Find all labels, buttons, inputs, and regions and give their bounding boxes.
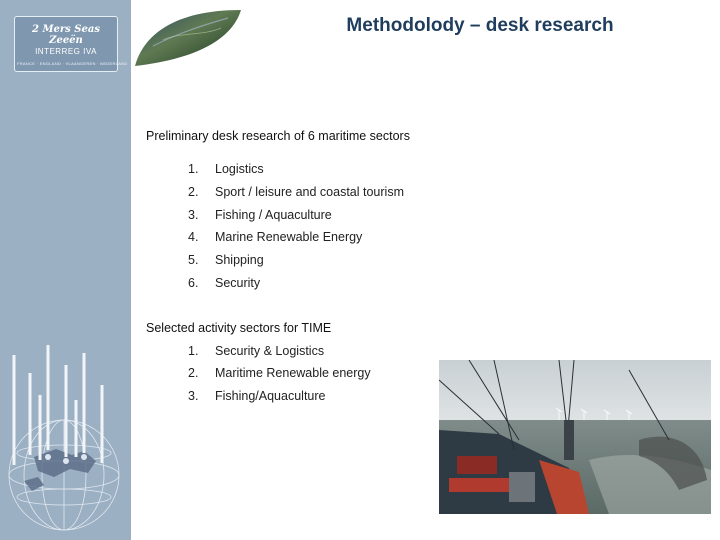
list-item xyxy=(188,276,260,290)
slide-title: Methodolody – desk research xyxy=(346,15,614,36)
section1-heading: Preliminary desk research of 6 maritime sectors xyxy=(146,129,410,143)
item-text: Security & Logistics xyxy=(215,344,325,358)
item-number: 5. xyxy=(188,253,199,267)
list-item xyxy=(188,344,324,358)
list-item xyxy=(188,230,362,244)
list-item xyxy=(188,366,371,380)
list-item xyxy=(188,185,404,199)
list-item xyxy=(188,208,332,222)
item-number: 4. xyxy=(188,230,199,244)
logo-program: INTERREG IVA xyxy=(35,47,97,56)
item-number: 2. xyxy=(188,185,199,199)
item-text: Marine Renewable Energy xyxy=(215,230,363,244)
section2-heading: Selected activity sectors for TIME xyxy=(146,321,332,335)
item-text: Maritime Renewable energy xyxy=(215,366,371,380)
item-text: Shipping xyxy=(215,253,264,267)
item-text: Fishing/Aquaculture xyxy=(215,389,326,403)
aerial-coast-leaf-image xyxy=(133,6,243,68)
item-number: 1. xyxy=(188,162,199,176)
logo-title: 2 Mers Seas Zeeën xyxy=(32,24,100,46)
item-number: 3. xyxy=(188,389,199,403)
item-text: Logistics xyxy=(215,162,264,176)
item-number: 1. xyxy=(188,344,199,358)
list-item xyxy=(188,253,264,267)
logo-countries: FRANCE · ENGLAND · VLAANDEREN · NEDERLAND xyxy=(17,61,128,66)
item-number: 3. xyxy=(188,208,199,222)
interreg-logo xyxy=(14,16,128,72)
item-number: 6. xyxy=(188,276,199,290)
item-number: 2. xyxy=(188,366,199,380)
list-item xyxy=(188,162,264,176)
item-text: Security xyxy=(215,276,261,290)
sidebar xyxy=(0,0,131,540)
item-text: Sport / leisure and coastal tourism xyxy=(215,185,404,199)
list-item xyxy=(188,389,325,403)
item-text: Fishing / Aquaculture xyxy=(215,208,332,222)
globe-map-graphic xyxy=(4,345,130,535)
fishing-boat-wind-farm-photo xyxy=(439,360,711,514)
